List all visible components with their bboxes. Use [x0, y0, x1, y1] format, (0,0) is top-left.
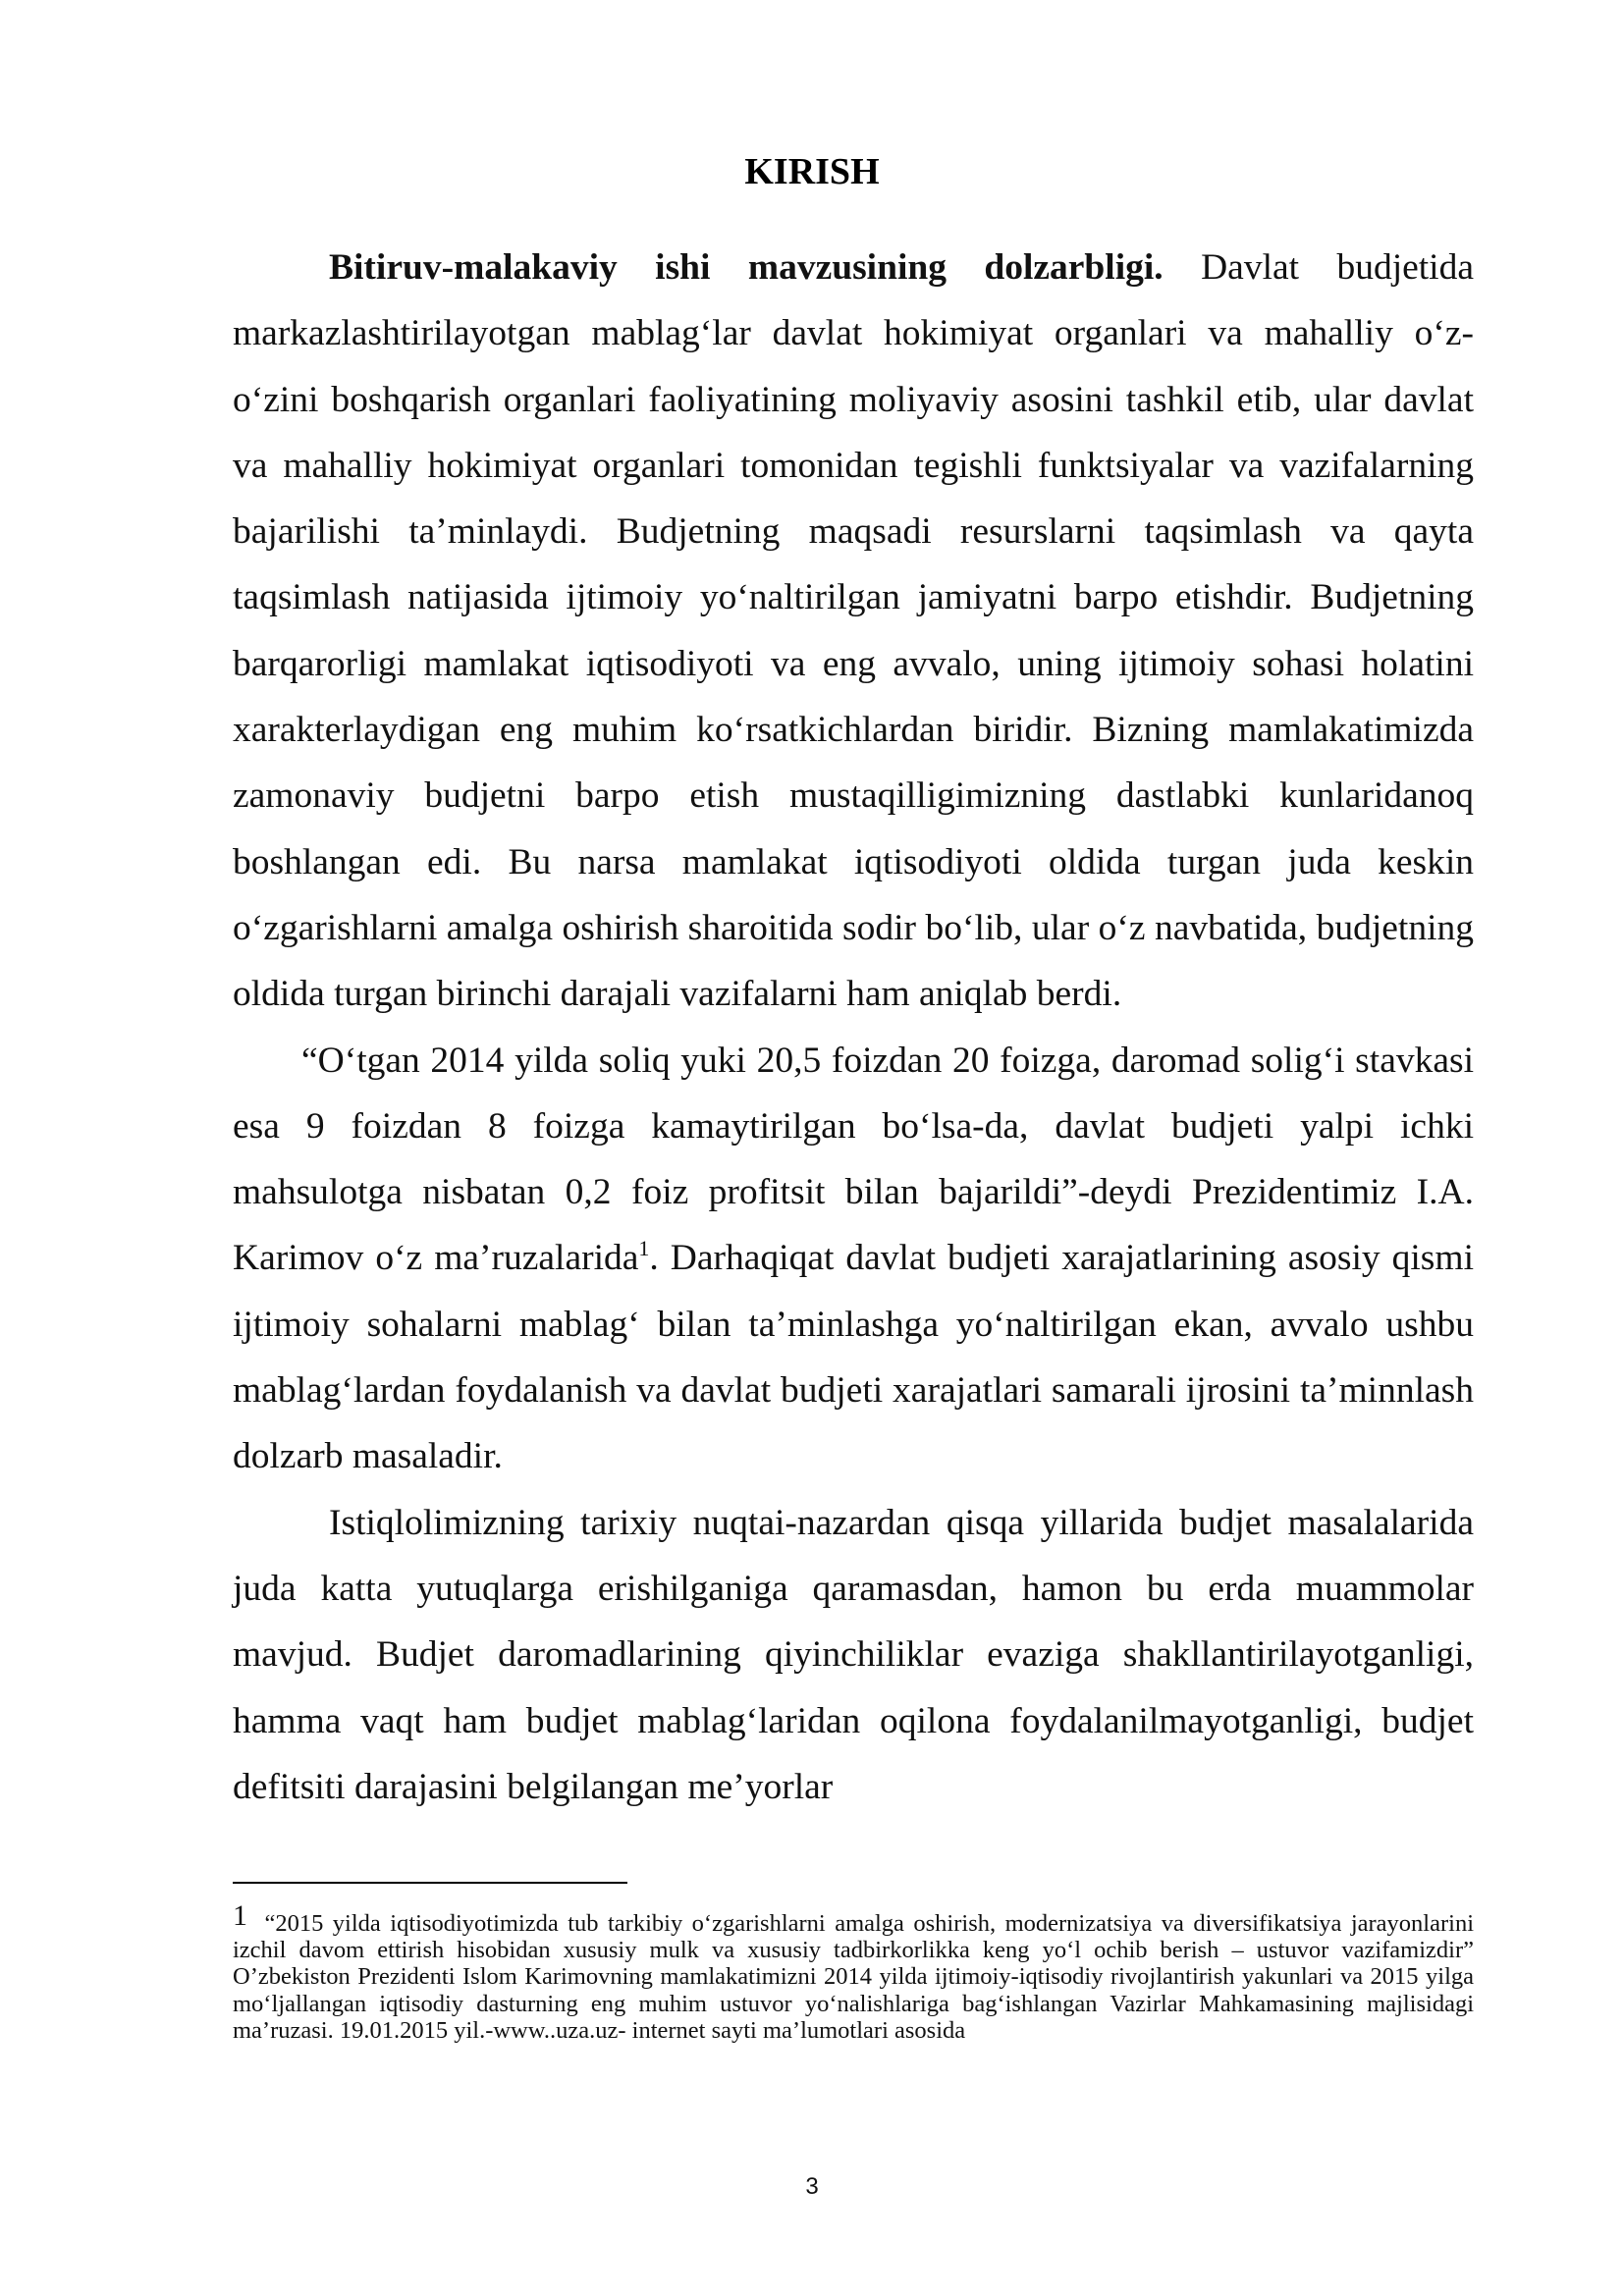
- footnote-text: “2015 yilda iqtisodiyotimizda tub tarkibiy o‘zgarishlarni amalga oshirish, modernizatsiya va diversifikatsiya jarayonlarini izchil davom ettirish hisobidan xususiy mulk va xususiy tadbirkorlikka keng yo‘l ochib berish – ustuvor vazifamizdir” O’zbekiston Prezidenti Islom Karimovning mamlakatimizni 2014 yilda ijtimoiy-iqtisodiy rivojlantirish yakunlari va 2015 yilga mo‘ljallangan iqtisodiy dasturning eng muhim ustuvor yo‘nalishlariga bag‘ishlangan Vazirlar Mahkamasining majlisidagi ma’ruzasi. 19.01.2015 yil.-www..uza.uz- internet sayti ma’lumotlari asosida: [233, 1910, 1474, 2044]
- footnote-mark: 1: [233, 1899, 247, 1932]
- paragraph-3: [233, 1490, 1474, 1820]
- main-text: [233, 235, 1474, 1820]
- paragraph-1: [233, 235, 1474, 1028]
- paragraph-2: [233, 1028, 1474, 1490]
- page-title: KIRISH: [744, 151, 880, 192]
- paragraph-3-text: Istiqlolimizning tarixiy nuqtai-nazardan qisqa yillarida budjet masalalarida juda katta yutuqlarga erishilganiga qaramasdan, hamon bu erda muammolar mavjud. Budjet daromadlarining qiyinchiliklar evaziga shakllantirilayotganligi, hamma vaqt ham budjet mablag‘laridan oqilona foydalanilmayotganligi, budjet defitsiti darajasini belgilangan me’yorlar: [233, 1502, 1474, 1807]
- page-number: 3: [805, 2173, 819, 2200]
- footnote-separator: [233, 1882, 627, 1884]
- paragraph-1-text: Davlat budjetida markazlashtirilayotgan mablag‘lar davlat hokimiyat organlari va mahalliy o‘z-o‘zini boshqarish organlari faoliyatining moliyaviy asosini tashkil etib, ular davlat va mahalliy hokimiyat organlari tomonidan tegishli funktsiyalar va vazifalarning bajarilishi ta’minlaydi. Budjetning maqsadi resurslarni taqsimlash va qayta taqsimlash natijasida ijtimoiy yo‘naltirilgan jamiyatni barpo etishdir. Budjetning barqarorligi mamlakat iqtisodiyoti va eng avvalo, uning ijtimoiy sohasi holatini xarakterlaydigan eng muhim ko‘rsatkichlardan biridir. Bizning mamlakatimizda zamonaviy budjetni barpo etish mustaqilligimizning dastlabki kunlaridanoq boshlangan edi. Bu narsa mamlakat iqtisodiyoti oldida turgan juda keskin o‘zgarishlarni amalga oshirish sharoitida sodir bo‘lib, ular o‘z navbatida, budjetning oldida turgan birinchi darajali vazifalarni ham aniqlab berdi.: [233, 247, 1474, 1015]
- paragraph-2-text-after: . Darhaqiqat davlat budjeti xarajatlarining asosiy qismi ijtimoiy sohalarni mablag‘ bilan ta’minlashga yo‘naltirilgan ekan, avvalo ushbu mablag‘lardan foydalanish va davlat budjeti xarajatlari samarali ijrosini ta’minnlash dolzarb masaladir.: [233, 1238, 1474, 1477]
- footnote-reference[interactable]: 1: [638, 1236, 650, 1261]
- paragraph-1-lead: Bitiruv-malakaviy ishi mavzusining dolzarbligi.: [329, 247, 1164, 288]
- footnote: [233, 1899, 1474, 2044]
- paragraph-2-text-before: “O‘tgan 2014 yilda soliq yuki 20,5 foizdan 20 foizga, daromad solig‘i stavkasi esa 9 foizdan 8 foizga kamaytirilgan bo‘lsa-da, davlat budjeti yalpi ichki mahsulotga nisbatan 0,2 foiz profitsit bilan bajarildi”-deydi Prezidentimiz I.A. Karimov o‘z ma’ruzalarida: [233, 1040, 1474, 1279]
